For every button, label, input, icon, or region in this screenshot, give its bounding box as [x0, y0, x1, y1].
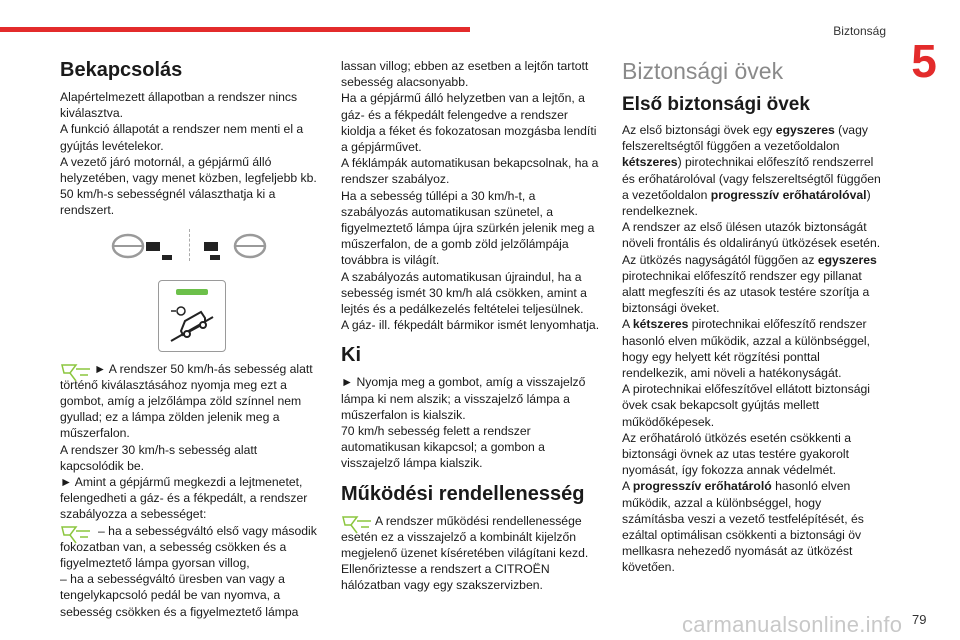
column-1 [60, 58, 322, 620]
paragraph: A kétszeres pirotechnikai előfeszítő rendszer hasonló elven működik, azzal a különbséggel, hogy egy helyett két rögzítési ponttal rendelkezik, ami növeli a hatékonyságát. [622, 317, 870, 381]
steering-wheel-icon [110, 231, 180, 261]
paragraph: – ha a sebességváltó üresben van vagy a tengelykapcsoló pedál be van nyomva, a sebesség csökken és a figyelmeztető lámpa [60, 572, 299, 619]
tip-icon [341, 513, 375, 535]
paragraph: A rendszer 30 km/h-s sebesség alatt kapcsolódik be. ► Amint a gépjármű megkezdi a lejtmenetet, felengedheti a gáz- és a fékpedált, a rendszer szabályozza a sebességet: [60, 442, 308, 522]
chapter-number: 5 [911, 35, 937, 87]
paragraph: ► Nyomja meg a gombot, amíg a visszajelző lámpa ki nem alszik; a visszajelző lámpa a műszerfalon is kialszik. 70 km/h sebesség felett a rendszer automatikusan kikapcsol; a gombon a visszajelző lámpa kialszik. [341, 375, 586, 471]
title-seat-belts: Biztonsági övek [622, 58, 784, 84]
section-name: Biztonság [833, 24, 886, 38]
hill-descent-button [158, 280, 226, 352]
tip-icon [60, 361, 94, 383]
steering-wheel-icon [200, 231, 270, 261]
watermark-url: carmanualsonline.info [682, 612, 903, 637]
top-accent-bar [0, 27, 470, 32]
title-off: Ki [341, 344, 361, 367]
paragraph: Az első biztonsági övek egy egyszeres (vagy felszereltségtől függően a vezetőoldalon kétszeres) pirotechnikai előfeszítő rendszerrel és erőhatárolóval (vagy felszereltségtől függően a vezetőoldalon progresszív erőhatárolóval) rendelkeznek. [622, 123, 881, 219]
tip-block [60, 361, 322, 442]
column-2 [341, 58, 603, 594]
paragraph: Az ütközés nagyságától függően az egyszeres pirotechnikai előfeszítő rendszer egy pillanat alatt megfeszíti és az utasok testére szorítja a biztonsági öveket. [622, 252, 877, 316]
paragraph: lassan villog; ebben az esetben a lejtőn tartott sebesség alacsonyabb. Ha a gépjármű álló helyzetben van a lejtőn, a gáz- és a fékpedált felengedve a rendszer kioldja a féket és fokozatosan mozgásba lendíti a gépjárművet. A féklámpák automatikusan bekapcsolnak, ha a rendszer szabályoz. Ha a sebesség túllépi a 30 km/h-t, a szabályozás automatikusan szünetel, a figyelmeztető lámpa újra szürkén jelenik meg a műszerfalon, de a gomb zöld jelzőlámpája továbbra is világít. A szabályozás automatikusan újraindul, ha a sebesség ismét 30 km/h alá csökken, amint a lejtés és a pedálkezelés feltételei teljesülnek. A gáz- ill. fékpedált bármikor ismét lenyomhatja. [341, 59, 600, 333]
tip-text: ► A rendszer 50 km/h-ás sebesség alatt történő kiválasztásához nyomja meg ezt a gombot, amíg a jelzőlámpa zöld színnel nem gyullad; ez a lámpa zölden jelenik meg a műszerfalon. [60, 361, 313, 441]
paragraph: A rendszer az első ülésen utazók biztonságát növeli frontális és oldalirányú ütközések esetén. [622, 220, 881, 251]
divider [189, 229, 190, 261]
hill-descent-icon [167, 301, 217, 345]
paragraph: Alapértelmezett állapotban a rendszer nincs kiválasztva. A funkció állapotát a rendszer nem menti el a gyújtás levételekor. A vezető járó motornál, a gépjármű álló helyzetében, vagy menet közben, legfeljebb kb. 50 km/h-s sebességnél választhatja ki a rendszert. [60, 90, 317, 218]
title-malfunction: Működési rendellenesség [341, 482, 585, 505]
tip-block [60, 523, 322, 572]
tip-text: A rendszer működési rendellenessége esetén ez a visszajelző a kombinált kijelzőn megjelenő üzenet kíséretében világítani kezd. [341, 513, 589, 561]
tip-text: – ha a sebességváltó első vagy második fokozatban van, a sebesség csökken és a figyelmeztető lámpa gyorsan villog, [60, 523, 317, 571]
paragraph: A pirotechnikai előfeszítővel ellátott biztonsági övek csak bekapcsolt gyújtás mellett működőképesek. Az erőhatároló ütközés esetén csökkenti a biztonsági övnek az utas testére gyakorolt nyomását, így fokozza annak védelmét. [622, 382, 870, 478]
title-activation: Bekapcsolás [60, 59, 183, 81]
paragraph: Ellenőriztesse a rendszert a CITROËN hálózatban vagy egy szakszervizben. [341, 562, 550, 593]
page-number: 79 [912, 612, 927, 627]
indicator-lamp [176, 289, 208, 295]
pictograms [60, 227, 322, 355]
tip-block [341, 513, 603, 562]
subtitle-front-seat-belts: Első biztonsági övek [622, 94, 810, 115]
column-3 [622, 58, 884, 576]
tip-icon [60, 523, 94, 545]
paragraph: A progresszív erőhatároló hasonló elven működik, azzal a különbséggel, hogy számításba veszi a vezető testfelépítését, és ezáltal optimálisan csökkenti a biztonsági öv mellkasra nehezedő nyomását az ütközést követően. [622, 479, 864, 575]
